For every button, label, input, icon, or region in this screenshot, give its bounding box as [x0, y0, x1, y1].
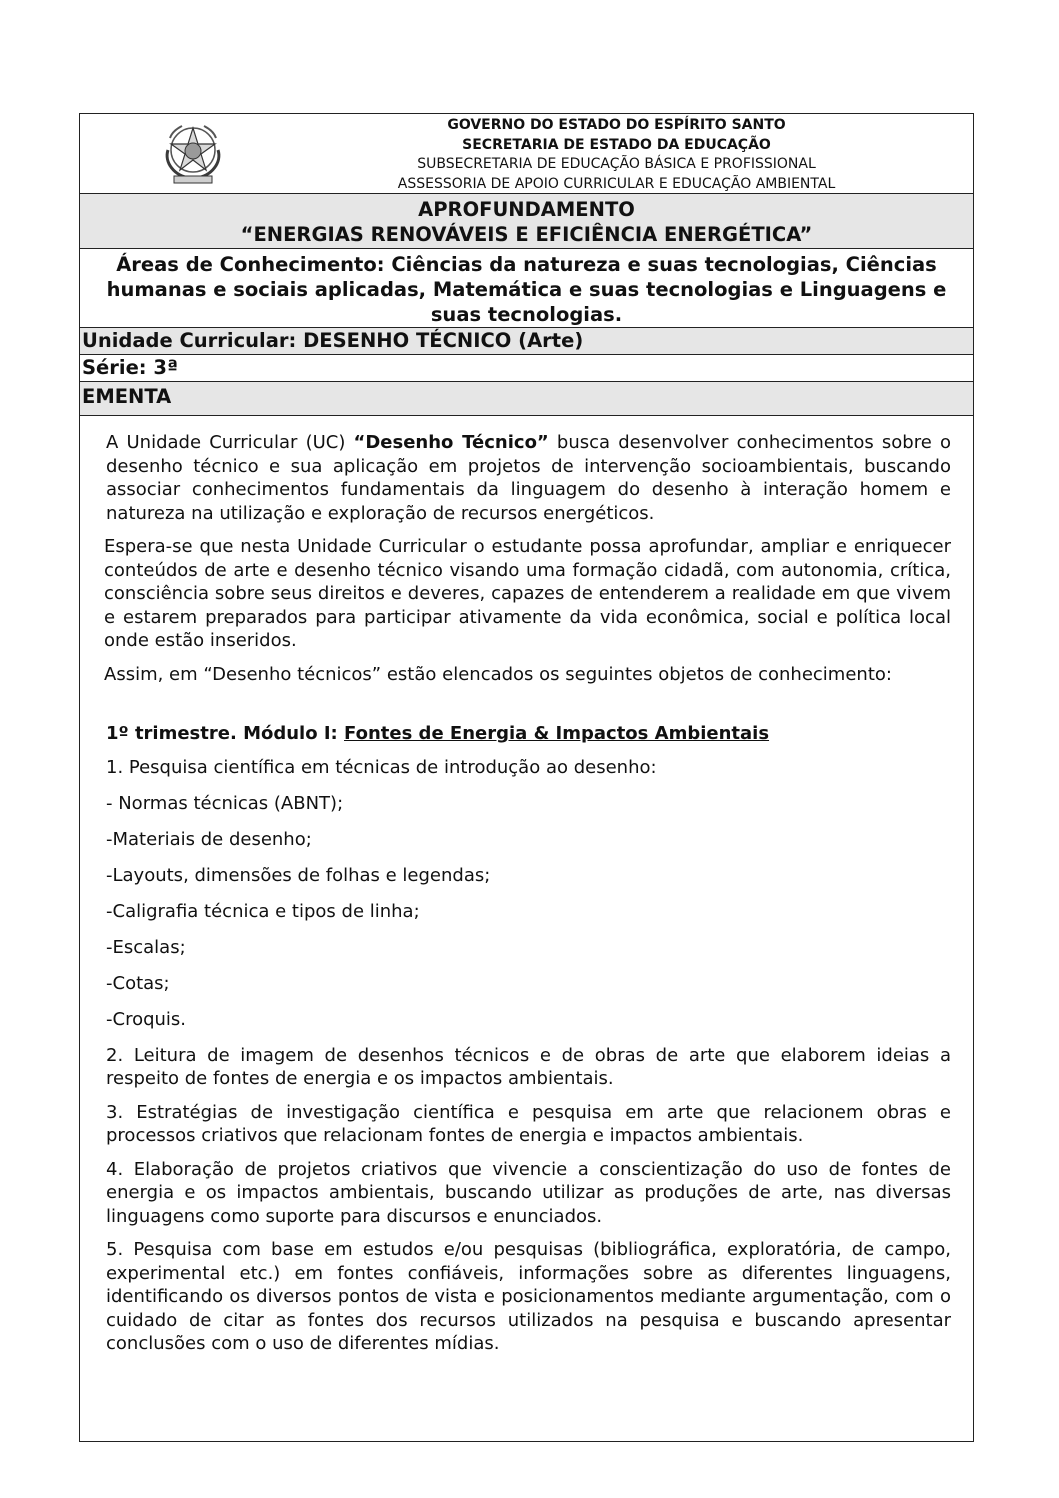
- ementa-heading: EMENTA: [80, 382, 973, 416]
- ementa-body: [106, 431, 951, 1366]
- grade-level: Série: 3ª: [80, 355, 973, 382]
- numbered-item: 3. Estratégias de investigação científica e pesquisa em arte que relacionem obras e processos criativos que relacionam fontes de energia e impactos ambientais.: [106, 1101, 951, 1146]
- module-prefix: 1º trimestre. Módulo I:: [106, 723, 345, 744]
- knowledge-areas: Áreas de Conhecimento: Ciências da natureza e suas tecnologias, Ciências humanas e sociais aplicadas, Matemática e suas tecnologias e Linguagens e suas tecnologias.: [80, 249, 973, 328]
- list-item: -Materiais de desenho;: [106, 828, 312, 850]
- advisory-line: ASSESSORIA DE APOIO CURRICULAR E EDUCAÇÃO AMBIENTAL: [397, 175, 836, 192]
- document-title: [80, 194, 973, 249]
- title-line-2: “ENERGIAS RENOVÁVEIS E EFICIÊNCIA ENERGÉTICA”: [240, 223, 813, 246]
- letterhead-text: [260, 116, 973, 194]
- document-frame: [79, 113, 974, 1442]
- subsecretariat-line: SUBSECRETARIA DE EDUCAÇÃO BÁSICA E PROFISSIONAL: [417, 156, 816, 172]
- curricular-unit: Unidade Curricular: DESENHO TÉCNICO (Arte): [80, 328, 973, 355]
- government-line: GOVERNO DO ESTADO DO ESPÍRITO SANTO: [447, 117, 786, 133]
- list-item: -Cotas;: [106, 972, 170, 994]
- secretariat-line: SECRETARIA DE ESTADO DA EDUCAÇÃO: [462, 136, 771, 153]
- list-item: -Croquis.: [106, 1008, 187, 1030]
- intro-paragraph-2: Espera-se que nesta Unidade Curricular o estudante possa aprofundar, ampliar e enriquecer conteúdos de arte e desenho técnico visando uma formação cidadã, com autonomia, crítica, consciência sobre seus direitos e deveres, capazes de entenderem a realidade em que vivem e estarem preparados para participar ativamente da vida econômica, social e política local onde estão inseridos.: [104, 536, 951, 651]
- letterhead: [80, 114, 973, 194]
- list-item: 1. Pesquisa científica em técnicas de introdução ao desenho:: [106, 756, 657, 778]
- intro-p1-post: busca desenvolver conhecimentos sobre o desenho técnico e sua aplicação em projetos de intervenção socioambientais, buscando associar conhecimentos fundamentais da linguagem do desenho à interação homem e natureza na utilização e exploração de recursos energéticos.: [106, 432, 951, 524]
- numbered-item: 2. Leitura de imagem de desenhos técnicos e de obras de arte que elaborem ideias a respeito de fontes de energia e os impactos ambientais.: [106, 1044, 951, 1089]
- list-item: -Caligrafia técnica e tipos de linha;: [106, 900, 420, 922]
- list-item: -Escalas;: [106, 936, 186, 958]
- title-line-1: APROFUNDAMENTO: [418, 198, 635, 221]
- intro-paragraph-3: Assim, em “Desenho técnicos” estão elencados os seguintes objetos de conhecimento:: [104, 663, 892, 685]
- state-coat-of-arms-icon: [160, 120, 226, 186]
- module-heading: [106, 722, 951, 746]
- intro-p1-bold: “Desenho Técnico”: [353, 432, 549, 453]
- intro-p1-pre: A Unidade Curricular (UC): [106, 432, 354, 453]
- numbered-item: 5. Pesquisa com base em estudos e/ou pesquisas (bibliográfica, exploratória, de campo, experimental etc.) em fontes confiáveis, informações sobre as diferentes linguagens, identificando os diversos pontos de vista e posicionamentos mediante argumentação, com o cuidado de citar as fontes dos recursos utilizados na pesquisa e buscando apresentar conclusões com o uso de diferentes mídias.: [106, 1239, 951, 1354]
- module-name: Fontes de Energia & Impactos Ambientais: [344, 723, 770, 744]
- intro-paragraph-1: [106, 431, 951, 525]
- list-item: -Layouts, dimensões de folhas e legendas;: [106, 864, 491, 886]
- list-item: - Normas técnicas (ABNT);: [106, 792, 344, 814]
- numbered-item: 4. Elaboração de projetos criativos que vivencie a conscientização do uso de fontes de energia e os impactos ambientais, buscando utilizar as produções de arte, nas diversas linguagens como suporte para discursos e enunciados.: [106, 1158, 951, 1227]
